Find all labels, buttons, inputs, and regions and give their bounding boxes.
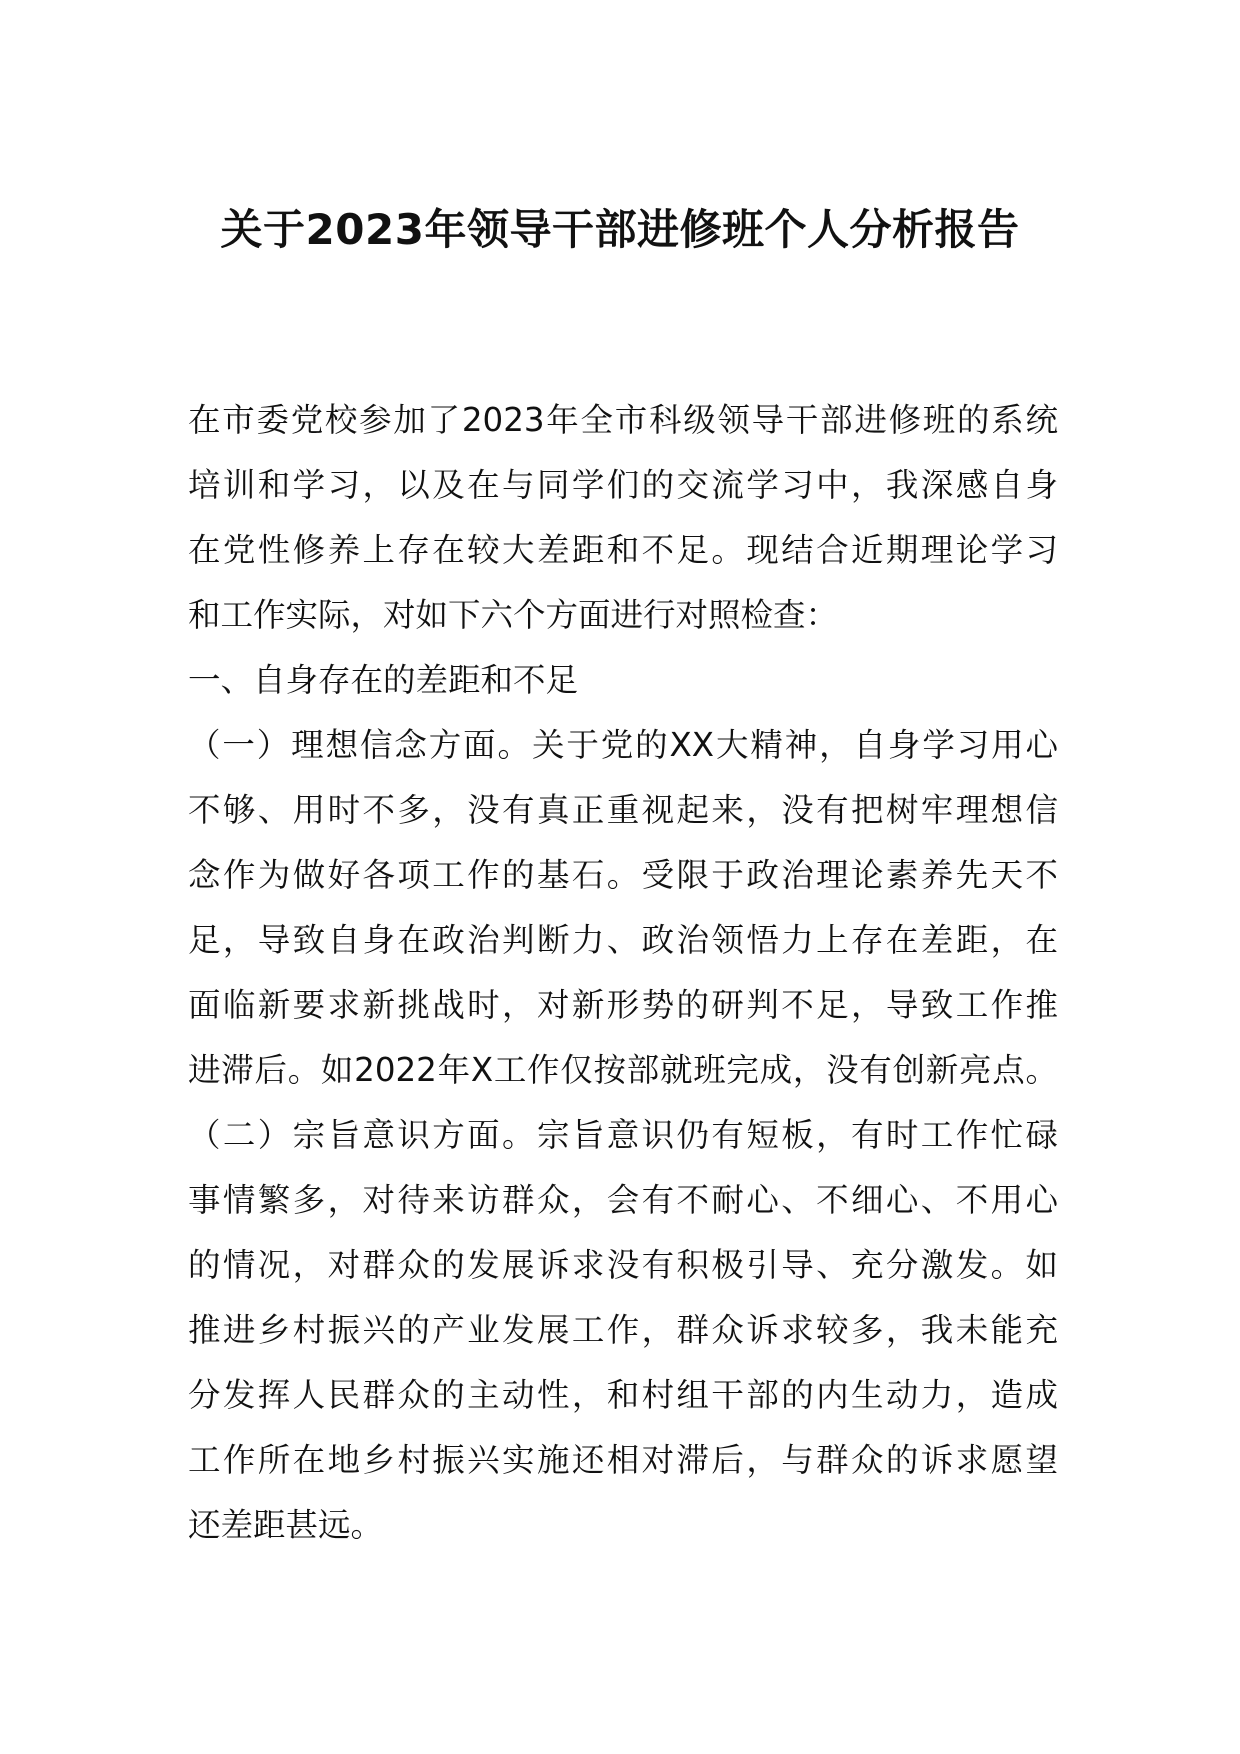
body-line: 分发挥人民群众的主动性，和村组干部的内生动力，造成 xyxy=(188,1376,1058,1414)
document-title: 关于2023年领导干部进修班个人分析报告 xyxy=(220,205,1020,254)
body-line: 进滞后。如2022年X工作仅按部就班完成，没有创新亮点。 xyxy=(188,1051,1058,1089)
body-line: 在党性修养上存在较大差距和不足。现结合近期理论学习 xyxy=(188,531,1058,569)
body-line: 培训和学习，以及在与同学们的交流学习中，我深感自身 xyxy=(188,466,1058,504)
body-line: 足，导致自身在政治判断力、政治领悟力上存在差距，在 xyxy=(188,921,1058,959)
body-line: 和工作实际，对如下六个方面进行对照检查： xyxy=(188,596,839,634)
body-line: 不够、用时不多，没有真正重视起来，没有把树牢理想信 xyxy=(188,791,1058,829)
body-line: 还差距甚远。 xyxy=(188,1506,384,1544)
body-line: 推进乡村振兴的产业发展工作，群众诉求较多，我未能充 xyxy=(188,1311,1058,1349)
body-line: 工作所在地乡村振兴实施还相对滞后，与群众的诉求愿望 xyxy=(188,1441,1058,1479)
body-line: 面临新要求新挑战时，对新形势的研判不足，导致工作推 xyxy=(188,986,1058,1024)
body-line: 的情况，对群众的发展诉求没有积极引导、充分激发。如 xyxy=(188,1246,1058,1284)
body-line: 事情繁多，对待来访群众，会有不耐心、不细心、不用心 xyxy=(188,1181,1058,1219)
document-body xyxy=(188,388,1058,1558)
body-line: 在市委党校参加了2023年全市科级领导干部进修班的系统 xyxy=(188,401,1058,439)
section-heading: 一、自身存在的差距和不足 xyxy=(188,661,579,699)
body-line: （一）理想信念方面。关于党的XX大精神，自身学习用心 xyxy=(188,726,1058,764)
body-line: 念作为做好各项工作的基石。受限于政治理论素养先天不 xyxy=(188,856,1058,894)
body-line: （二）宗旨意识方面。宗旨意识仍有短板，有时工作忙碌 xyxy=(188,1116,1058,1154)
